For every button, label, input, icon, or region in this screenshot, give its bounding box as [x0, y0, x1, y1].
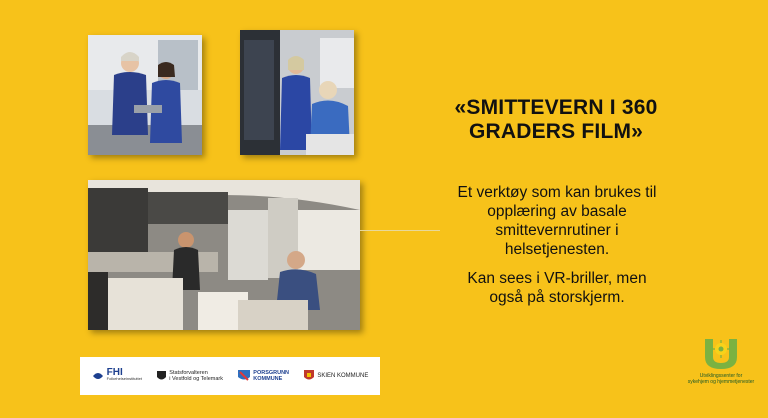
partner-logos-bar: [80, 357, 380, 395]
skien-name: SKIEN KOMMUNE: [317, 373, 369, 379]
photo-kitchen-scene: [88, 180, 360, 330]
fhi-logo: [92, 367, 142, 382]
fhi-subtitle: Folkehelseinstituttet: [106, 376, 142, 381]
body-paragraph-1: Et verktøy som kan brukes til opplæring av basale smittevernrutiner i helsetjenesten.: [457, 184, 657, 258]
porsgrunn-logo: [238, 370, 289, 382]
utviklingssenter-line2: sykehjem og hjemmetjenester: [687, 379, 755, 385]
statsforvalteren-line2: i Vestfold og Telemark: [169, 376, 223, 382]
porsgrunn-line1: PORSGRUNN: [253, 370, 290, 376]
statsforvalteren-line1: Statsforvalteren: [169, 370, 208, 376]
photo-nurse-with-resident: [240, 30, 354, 155]
utviklingssenter-line1: Utviklingssenter for: [699, 373, 743, 379]
u-flower-icon: [701, 337, 741, 371]
skien-crest-icon: [304, 370, 314, 382]
utviklingssenter-logo: [673, 337, 768, 385]
fhi-name: FHI: [106, 367, 123, 378]
porsgrunn-crest-icon: [238, 370, 250, 382]
porsgrunn-line2: KOMMUNE: [253, 376, 283, 382]
body-text: [450, 183, 664, 317]
slide-title: «SMITTEVERN I 360 GRADERS FILM»: [454, 96, 658, 143]
connector-line: [360, 230, 440, 231]
statsforvalteren-logo: [157, 370, 223, 382]
skien-logo: [304, 370, 368, 382]
body-paragraph-2: Kan sees i VR-briller, men også på storskjerm.: [467, 270, 647, 306]
fhi-icon: [92, 370, 104, 382]
photo-two-nurses: [88, 35, 202, 155]
coat-of-arms-icon: [157, 371, 166, 382]
